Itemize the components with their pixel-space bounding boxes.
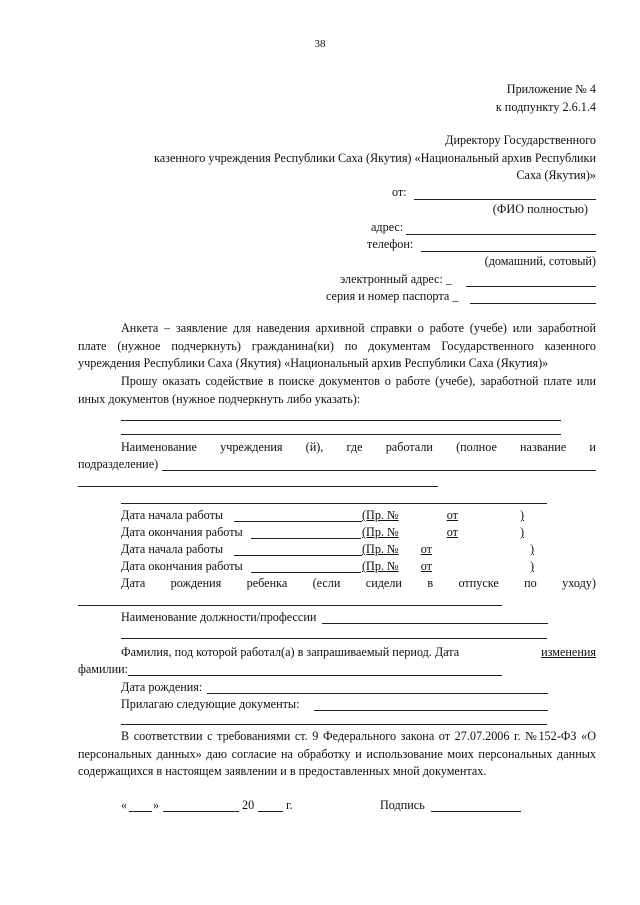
date-label: Дата окончания работы	[121, 559, 243, 573]
order-field-4[interactable]: (Пр. № от )	[362, 559, 535, 573]
birth-date-label: Дата рождения:	[121, 680, 203, 694]
addressee-line-2: казенного учреждения Республики Саха (Якутия) «Национальный архив Республики	[154, 151, 596, 165]
child-birth-word: рождения	[170, 576, 222, 590]
work-end-date-1[interactable]	[251, 538, 361, 539]
institution-word: где	[346, 440, 363, 454]
date-label: Дата окончания работы	[121, 525, 243, 539]
birth-date-field[interactable]	[207, 693, 548, 694]
month-field[interactable]	[163, 811, 239, 812]
date-open-quote: «	[121, 798, 128, 812]
work-start-date-1[interactable]	[234, 521, 362, 522]
appendix-title: Приложение № 4	[506, 82, 596, 96]
intro-paragraph	[78, 320, 596, 373]
address-field[interactable]	[406, 234, 596, 235]
appendix-subsection: к подпункту 2.6.1.4	[495, 100, 596, 114]
institution-field-1[interactable]	[162, 470, 596, 471]
surname-label-line-2: фамилии:	[78, 662, 129, 676]
work-end-row-1	[121, 525, 243, 540]
order-field-1[interactable]: (Пр. № от )	[362, 508, 525, 522]
phone-label: телефон:	[367, 237, 414, 251]
institution-word: название	[520, 440, 567, 454]
child-birth-label-row	[121, 576, 596, 591]
work-start-date-2[interactable]	[234, 555, 362, 556]
email-label: электронный адрес: _	[340, 272, 453, 286]
work-start-row-2	[121, 542, 223, 557]
addressee-line-3: Саха (Якутия)»	[516, 168, 596, 182]
institution-label-row	[121, 440, 596, 455]
institution-field-3[interactable]	[121, 503, 547, 504]
from-label: от:	[392, 185, 407, 199]
request-line-2[interactable]	[121, 434, 561, 435]
child-birth-word: по	[524, 576, 537, 590]
child-birth-word: Дата	[121, 576, 146, 590]
day-field[interactable]	[129, 811, 152, 812]
intro-text: Анкета – заявление для наведения архивной справки о работе (учебе) или заработной плате (нужное подчеркнуть) гражданина(ки) по документам Государственного казенного учреждения Республики Саха (Якутия) «Национальный архив Республики Саха (Якутия)»	[78, 321, 596, 370]
institution-word: и	[589, 440, 596, 454]
date-label: Дата начала работы	[121, 542, 224, 556]
order-field-2[interactable]: (Пр. № от )	[362, 525, 525, 539]
institution-word: работали	[385, 440, 433, 454]
addressee-line-1: Директору Государственного	[445, 133, 596, 147]
surname-field[interactable]	[128, 675, 502, 676]
signature-field[interactable]	[431, 811, 521, 812]
fio-hint: (ФИО полностью)	[492, 202, 588, 216]
work-start-row-1	[121, 508, 223, 523]
institution-label-line-2: подразделение)	[78, 457, 159, 471]
email-field[interactable]	[466, 286, 596, 287]
surname-label-row	[121, 645, 596, 660]
child-birth-word: отпуске	[458, 576, 499, 590]
passport-label: серия и номер паспорта _	[326, 289, 459, 303]
signature-label: Подпись	[380, 798, 425, 812]
child-birth-word: уходу)	[562, 576, 596, 590]
passport-field[interactable]	[470, 303, 596, 304]
year-suffix: г.	[286, 798, 293, 812]
institution-word: (й),	[305, 440, 324, 454]
consent-paragraph	[78, 728, 596, 781]
attached-field-2[interactable]	[121, 724, 547, 725]
surname-change-word: изменения	[541, 645, 596, 659]
position-field-2[interactable]	[121, 638, 547, 639]
institution-field-2[interactable]	[78, 486, 438, 487]
position-label: Наименование должности/профессии	[121, 610, 317, 624]
year-prefix: 20	[242, 798, 255, 812]
request-line-1[interactable]	[121, 420, 561, 421]
child-birth-word: в	[427, 576, 434, 590]
date-label: Дата начала работы	[121, 508, 224, 522]
child-birth-field[interactable]	[78, 605, 502, 606]
institution-word: (полное	[456, 440, 497, 454]
attached-field-1[interactable]	[314, 710, 548, 711]
institution-word: учреждения	[220, 440, 283, 454]
from-field[interactable]	[414, 199, 596, 200]
attached-label: Прилагаю следующие документы:	[121, 697, 300, 711]
phone-hint: (домашний, сотовый)	[484, 254, 596, 268]
phone-field[interactable]	[421, 251, 596, 252]
request-paragraph	[78, 373, 596, 408]
page-number: 38	[314, 38, 326, 50]
child-birth-word: (если	[312, 576, 341, 590]
surname-label: Фамилия, под которой работал(а) в запрашиваемый период. Дата	[121, 645, 460, 659]
child-birth-word: сидели	[365, 576, 402, 590]
date-close-quote: »	[153, 798, 160, 812]
order-field-3[interactable]: (Пр. № от )	[362, 542, 535, 556]
child-birth-word: ребенка	[246, 576, 288, 590]
year-field[interactable]	[258, 811, 283, 812]
work-end-row-2	[121, 559, 243, 574]
institution-word: Наименование	[121, 440, 197, 454]
work-end-date-2[interactable]	[251, 572, 361, 573]
address-label: адрес:	[371, 220, 404, 234]
request-text: Прошу оказать содействие в поиске документов о работе (учебе), заработной плате или иных документов (нужное подчеркнуть либо указать):	[78, 374, 596, 406]
position-field-1[interactable]	[322, 623, 548, 624]
consent-text: В соответствии с требованиями ст. 9 Федерального закона от 27.07.2006 г. №152-ФЗ «О персональных данных» даю согласие на обработку и использование моих персональных данных содержащихся в настоящем заявлении и в предоставленных мной документах.	[78, 729, 596, 778]
